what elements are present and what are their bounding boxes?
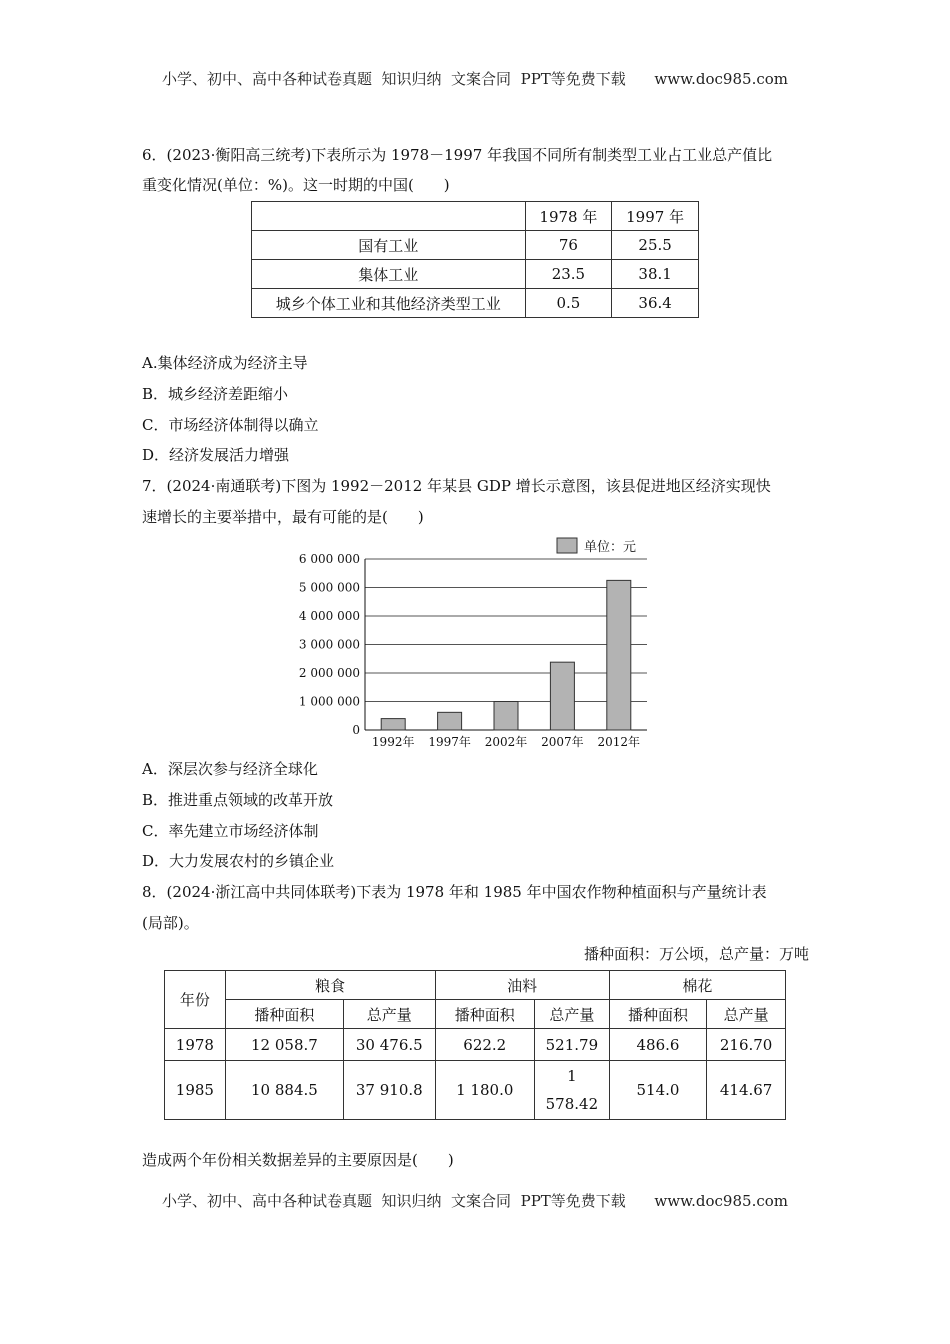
q6-stem-line2: 重变化情况(单位：%)。这一时期的中国( ) <box>142 176 450 194</box>
table-group-header: 粮食 <box>225 971 435 1000</box>
table-header-cell: 1997 年 <box>612 202 699 231</box>
cell-line: 1 <box>567 1067 577 1085</box>
table-cell: 集体工业 <box>252 260 526 289</box>
q8-stem-line2: (局部)。 <box>142 914 199 932</box>
chart-y-axis-ticks <box>299 552 360 737</box>
table-subheader-cell: 播种面积 <box>225 1000 343 1029</box>
chart-bar <box>438 712 462 730</box>
table-subheader-cell: 总产量 <box>344 1000 436 1029</box>
table-row <box>252 260 699 289</box>
table-cell: 10 884.5 <box>225 1061 343 1120</box>
q8-unit-note: 播种面积：万公顷，总产量：万吨 <box>583 945 809 963</box>
table-cell: 514.0 <box>609 1061 706 1120</box>
table-row <box>165 1061 786 1120</box>
q6-option-a: A.集体经济成为经济主导 <box>142 354 308 372</box>
chart-y-tick-label: 6 000 000 <box>298 552 360 566</box>
chart-legend <box>557 538 636 555</box>
chart-y-tick-label: 5 000 000 <box>298 580 360 595</box>
cell-line: 578.42 <box>545 1095 599 1113</box>
chart-bar <box>607 580 631 730</box>
table-cell: 23.5 <box>525 260 612 289</box>
chart-x-tick-label: 2007年 <box>541 735 584 749</box>
chart-y-tick-label: 1 000 000 <box>298 694 360 709</box>
table-cell: 521.79 <box>534 1029 609 1061</box>
chart-legend-swatch <box>557 538 577 553</box>
q6-stem-line1: 6．(2023·衡阳高三统考)下表所示为 1978－1997 年我国不同所有制类型工业占工业总产值比 <box>142 146 773 164</box>
page-header: 小学、初中、高中各种试卷真题 知识归纳 文案合同 PPT等免费下载 www.doc985.com <box>161 70 788 88</box>
gdp-bar-chart <box>290 532 660 754</box>
q6-option-b: B．城乡经济差距缩小 <box>142 385 289 403</box>
table-header-cell: 年份 <box>165 971 226 1029</box>
q7-option-b: B．推进重点领域的改革开放 <box>142 791 334 809</box>
table-header-cell: 1978 年 <box>525 202 612 231</box>
chart-bars <box>381 580 631 730</box>
q7-option-a: A．深层次参与经济全球化 <box>142 760 318 778</box>
chart-bar <box>381 719 405 730</box>
q7-option-c: C．率先建立市场经济体制 <box>142 822 319 840</box>
chart-y-tick-label: 4 000 000 <box>298 609 360 623</box>
table-subheader-cell: 总产量 <box>534 1000 609 1029</box>
table-row <box>252 202 699 231</box>
chart-bar <box>550 662 574 730</box>
table-cell: 1978 <box>165 1029 226 1061</box>
chart-x-tick-label: 1997年 <box>428 735 471 749</box>
chart-x-axis-ticks <box>372 734 640 749</box>
q8-table <box>164 970 786 1120</box>
table-cell: 30 476.5 <box>344 1029 436 1061</box>
table-cell: 414.67 <box>707 1061 786 1120</box>
chart-legend-label: 单位：元 <box>584 540 637 555</box>
table-cell: 25.5 <box>612 231 699 260</box>
table-cell: 1985 <box>165 1061 226 1120</box>
table-cell: 12 058.7 <box>225 1029 343 1061</box>
table-subheader-cell: 播种面积 <box>435 1000 534 1029</box>
table-cell-wrapped <box>534 1061 609 1120</box>
table-row <box>165 1000 786 1029</box>
page-footer: 小学、初中、高中各种试卷真题 知识归纳 文案合同 PPT等免费下载 www.doc985.com <box>161 1192 788 1210</box>
table-group-header: 棉花 <box>609 971 785 1000</box>
table-cell: 城乡个体工业和其他经济类型工业 <box>252 289 526 318</box>
q6-table <box>251 201 699 318</box>
q6-option-c: C．市场经济体制得以确立 <box>142 416 319 434</box>
table-row <box>165 971 786 1000</box>
chart-y-tick-label: 3 000 000 <box>298 637 360 652</box>
chart-y-tick-label: 0 <box>352 723 360 737</box>
table-cell: 0.5 <box>525 289 612 318</box>
table-cell: 38.1 <box>612 260 699 289</box>
q7-option-d: D．大力发展农村的乡镇企业 <box>142 852 335 870</box>
q7-stem-line2: 速增长的主要举措中，最有可能的是( ) <box>142 508 424 526</box>
table-group-header: 油料 <box>435 971 609 1000</box>
table-cell: 36.4 <box>612 289 699 318</box>
q8-stem-line1: 8．(2024·浙江高中共同体联考)下表为 1978 年和 1985 年中国农作物种植面积与产量统计表 <box>142 883 767 901</box>
table-cell: 76 <box>525 231 612 260</box>
table-subheader-cell: 播种面积 <box>609 1000 706 1029</box>
table-row <box>252 231 699 260</box>
table-cell: 216.70 <box>707 1029 786 1061</box>
q7-stem-line1: 7．(2024·南通联考)下图为 1992－2012 年某县 GDP 增长示意图，该县促进地区经济实现快 <box>142 477 771 495</box>
table-header-cell <box>252 202 526 231</box>
table-cell: 1 180.0 <box>435 1061 534 1120</box>
table-row <box>165 1029 786 1061</box>
table-row <box>252 289 699 318</box>
q6-option-d: D．经济发展活力增强 <box>142 446 290 464</box>
chart-x-tick-label: 2012年 <box>597 735 641 749</box>
table-cell: 37 910.8 <box>344 1061 436 1120</box>
table-subheader-cell: 总产量 <box>707 1000 786 1029</box>
q8-question: 造成两个年份相关数据差异的主要原因是( ) <box>142 1151 454 1169</box>
table-cell: 国有工业 <box>252 231 526 260</box>
table-cell: 622.2 <box>435 1029 534 1061</box>
chart-x-tick-label: 2002年 <box>484 735 528 749</box>
chart-x-tick-label: 1992年 <box>371 735 415 749</box>
table-cell: 486.6 <box>609 1029 706 1061</box>
chart-bar <box>494 702 518 731</box>
chart-y-tick-label: 2 000 000 <box>298 666 360 680</box>
